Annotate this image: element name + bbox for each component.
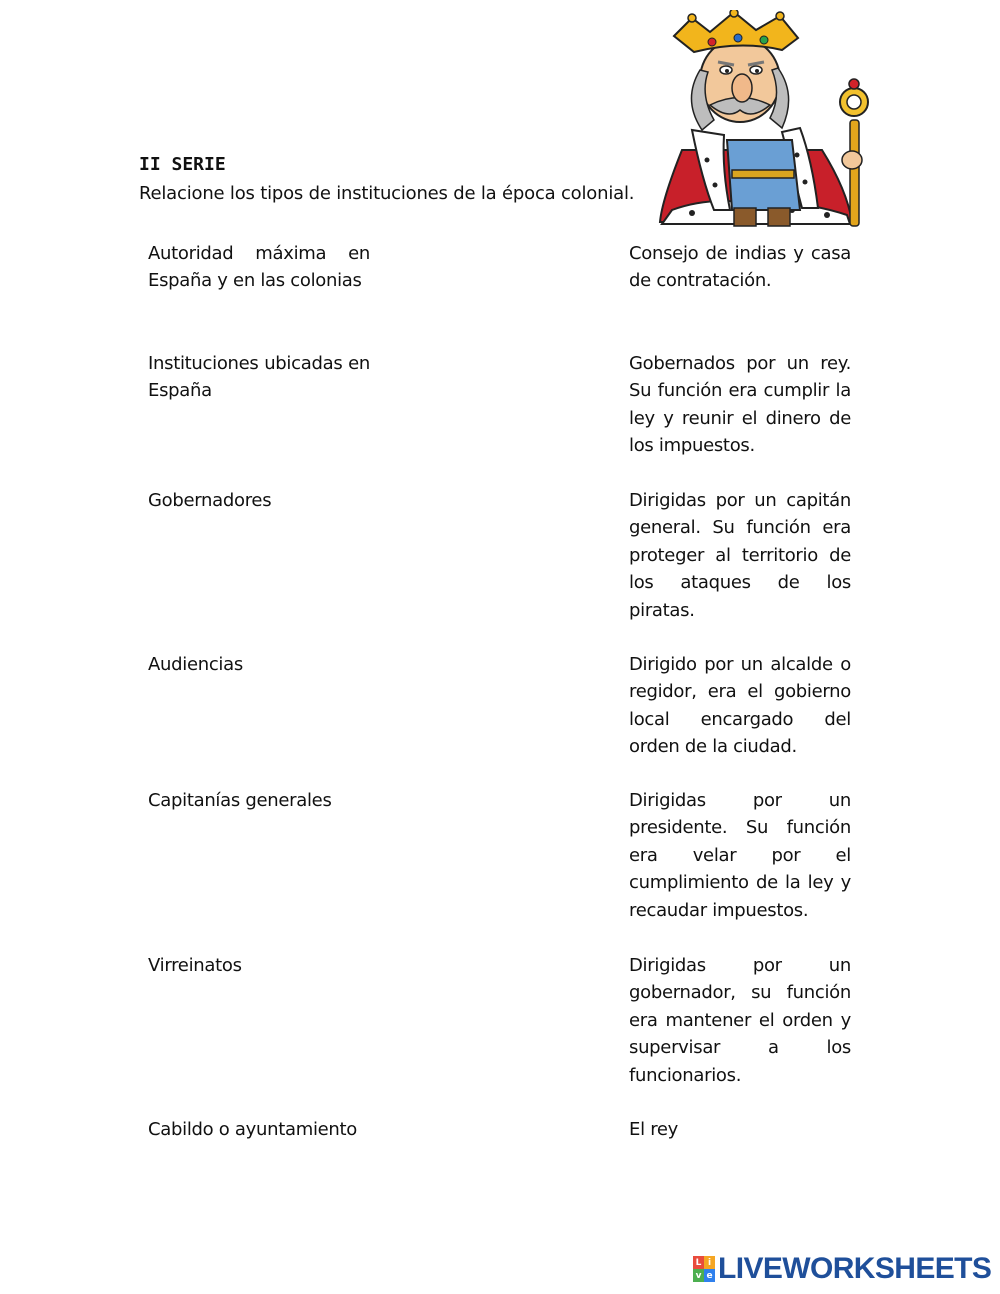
series-title: II SERIE xyxy=(139,154,226,175)
logo-letter: e xyxy=(704,1269,715,1282)
right-item: Consejo de indias y casa de contratación. xyxy=(629,243,851,292)
right-item: El rey xyxy=(629,1119,679,1140)
instruction-text: Relacione los tipos de instituciones de la época colonial. xyxy=(139,183,635,204)
left-item: Audiencias xyxy=(148,654,243,675)
logo-letter: L xyxy=(693,1256,704,1269)
left-item: Instituciones ubicadas en España xyxy=(148,353,370,402)
right-item: Dirigido por un alcalde o regidor, era el gobierno local encargado del orden de la ciudad. xyxy=(629,654,851,758)
left-item: Virreinatos xyxy=(148,955,242,976)
left-item: Gobernadores xyxy=(148,490,272,511)
left-item: Autoridad máxima en España y en las colonias xyxy=(148,243,370,292)
left-item: Cabildo o ayuntamiento xyxy=(148,1119,357,1140)
liveworksheets-logo xyxy=(693,1252,991,1286)
right-item: Gobernados por un rey. Su función era cumplir la ley y reunir el dinero de los impuestos. xyxy=(629,353,851,457)
right-item: Dirigidas por un presidente. Su función era velar por el cumplimiento de la ley y recaudar impuestos. xyxy=(629,790,851,921)
logo-letter: v xyxy=(693,1269,704,1282)
right-item: Dirigidas por un capitán general. Su función era proteger al territorio de los ataques de los piratas. xyxy=(629,490,851,621)
right-item: Dirigidas por un gobernador, su función era mantener el orden y supervisar a los funcionarios. xyxy=(629,955,851,1086)
brand-name: LIVEWORKSHEETS xyxy=(718,1252,992,1285)
left-item: Capitanías generales xyxy=(148,790,332,811)
logo-letter: i xyxy=(704,1256,715,1269)
brand-logo-icon xyxy=(693,1256,715,1282)
king-cartoon-icon xyxy=(652,10,880,230)
